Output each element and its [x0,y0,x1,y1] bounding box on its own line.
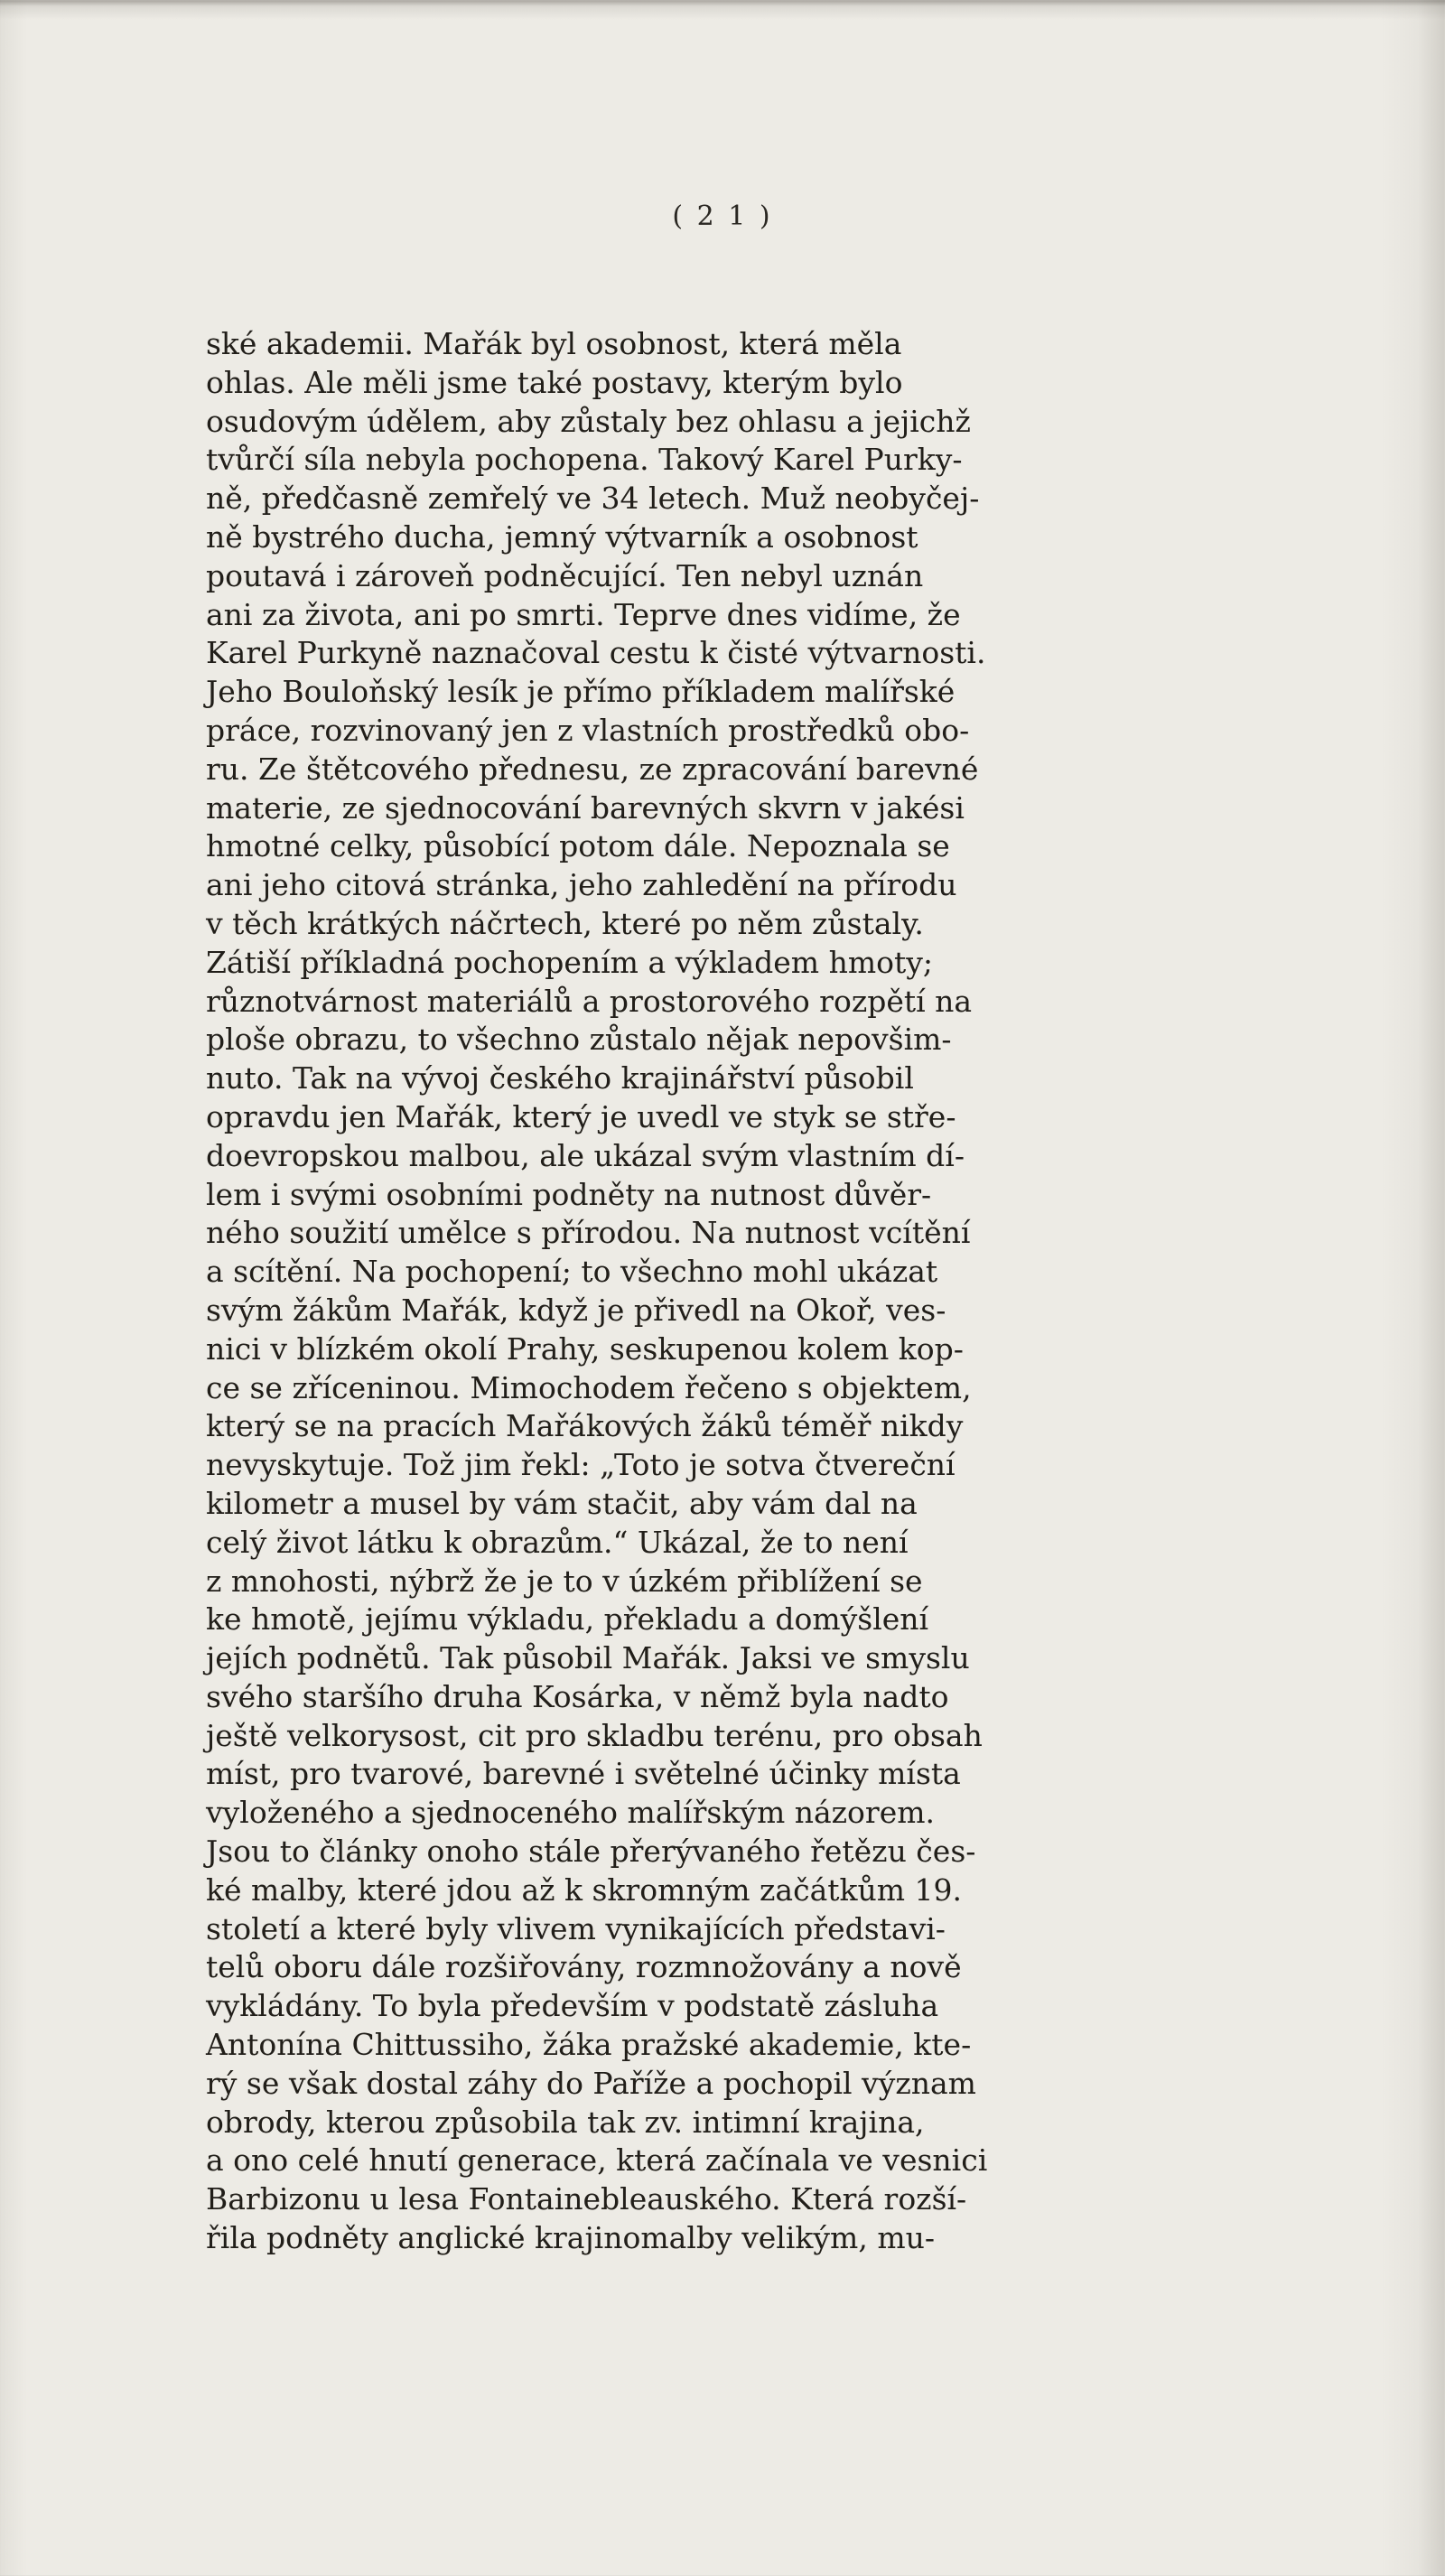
text-line: různotvárnost materiálů a prostorového rozpětí na [206,983,973,1019]
text-line: Jsou to články onoho stále přerývaného řetězu čes- [206,1834,976,1870]
text-line: ně bystrého ducha, jemný výtvarník a osobnost [206,518,918,555]
text-line: svého staršího druha Kosárka, v němž byla nadto [206,1678,949,1714]
text-line: století a které byly vlivem vynikajících představi- [206,1910,946,1946]
text-line: lem i svými osobními podněty na nutnost důvěr- [206,1176,932,1212]
text-line: obrody, kterou způsobila tak zv. intimní krajina, [206,2104,925,2140]
text-line: ještě velkorysost, cit pro skladbu terénu, pro obsah [206,1717,983,1753]
text-line: ké malby, které jdou až k skromným začátkům 19. [206,1871,963,1908]
text-line: míst, pro tvarové, barevné i světelné účinky místa [206,1756,961,1792]
text-line: ani za života, ani po smrti. Teprve dnes vidíme, že [206,596,961,632]
text-line: Jeho Bouloňský lesík je přímo příkladem malířské [206,674,956,710]
text-line: ce se zříceninou. Mimochodem řečeno s objektem, [206,1369,972,1405]
text-line: který se na pracích Mařákových žáků téměř nikdy [206,1408,964,1444]
text-line: a ono celé hnutí generace, která začínala ve vesnici [206,2142,988,2179]
text-line: ru. Ze štětcového přednesu, ze zpracování barevné [206,751,979,787]
text-line: kilometr a musel by vám stačit, aby vám dal na [206,1485,918,1521]
text-line: tvůrčí síla nebyla pochopena. Takový Karel Purky- [206,442,963,478]
text-line: ské akademii. Mařák byl osobnost, která měla [206,326,902,361]
text-line: ani jeho citová stránka, jeho zahledění na přírodu [206,867,957,903]
text-line: doevropskou malbou, ale ukázal svým vlastním dí- [206,1137,965,1173]
page-number: ( 2 1 ) [672,201,773,232]
text-line: z mnohosti, nýbrž že je to v úzkém přiblížení se [206,1563,923,1599]
text-line: Karel Purkyně naznačoval cestu k čisté výtvarnosti. [206,635,986,671]
text-line: svým žákům Mařák, když je přivedl na Okoř, ves- [206,1292,946,1328]
text-line: a scítění. Na pochopení; to všechno mohl ukázat [206,1254,938,1290]
text-line: hmotné celky, působící potom dále. Nepoznala se [206,828,950,864]
text-line: ploše obrazu, to všechno zůstalo nějak nepovšim- [206,1022,952,1058]
text-line: nuto. Tak na vývoj českého krajinářství působil [206,1060,914,1097]
text-line: opravdu jen Mařák, který je uvedl ve styk se stře- [206,1098,956,1134]
text-line: nevyskytuje. Tož jim řekl: „Toto je sotva čtvereční [206,1447,956,1483]
text-line: poutavá i zároveň podněcující. Ten nebyl uznán [206,557,924,593]
text-line: Barbizonu u lesa Fontainebleauského. Která rozší- [206,2181,967,2217]
body-text-block [206,325,1243,2258]
text-line: nici v blízkém okolí Prahy, seskupenou kolem kop- [206,1330,964,1367]
text-line: jejích podnětů. Tak působil Mařák. Jaksi ve smyslu [206,1640,970,1676]
text-line: vyloženého a sjednoceného malířským názorem. [206,1795,936,1831]
text-line: celý život látku k obrazům.“ Ukázal, že to není [206,1524,909,1560]
text-line: řila podněty anglické krajinomalby velikým, mu- [206,2220,936,2256]
text-line: Antonína Chittussiho, žáka pražské akademie, kte- [206,2027,972,2063]
text-line: Zátiší příkladná pochopením a výkladem hmoty; [206,944,934,980]
text-line: práce, rozvinovaný jen z vlastních prostředků obo- [206,712,970,748]
text-line: ke hmotě, jejímu výkladu, překladu a domýšlení [206,1601,929,1638]
text-line: v těch krátkých náčrtech, které po něm zůstaly. [206,905,924,941]
text-line: ného soužití umělce s přírodou. Na nutnost vcítění [206,1215,971,1251]
text-line: rý se však dostal záhy do Paříže a pochopil význam [206,2065,976,2101]
text-line: materie, ze sjednocování barevných skvrn v jakési [206,789,965,826]
text-line: ohlas. Ale měli jsme také postavy, kterým bylo [206,364,903,400]
text-line: ně, předčasně zemřelý ve 34 letech. Muž neobyčej- [206,481,980,517]
text-line: vykládány. To byla především v podstatě zásluha [206,1988,939,2024]
text-line: osudovým údělem, aby zůstaly bez ohlasu a jejichž [206,403,971,439]
text-line: telů oboru dále rozšiřovány, rozmnožovány a nově [206,1949,962,1985]
